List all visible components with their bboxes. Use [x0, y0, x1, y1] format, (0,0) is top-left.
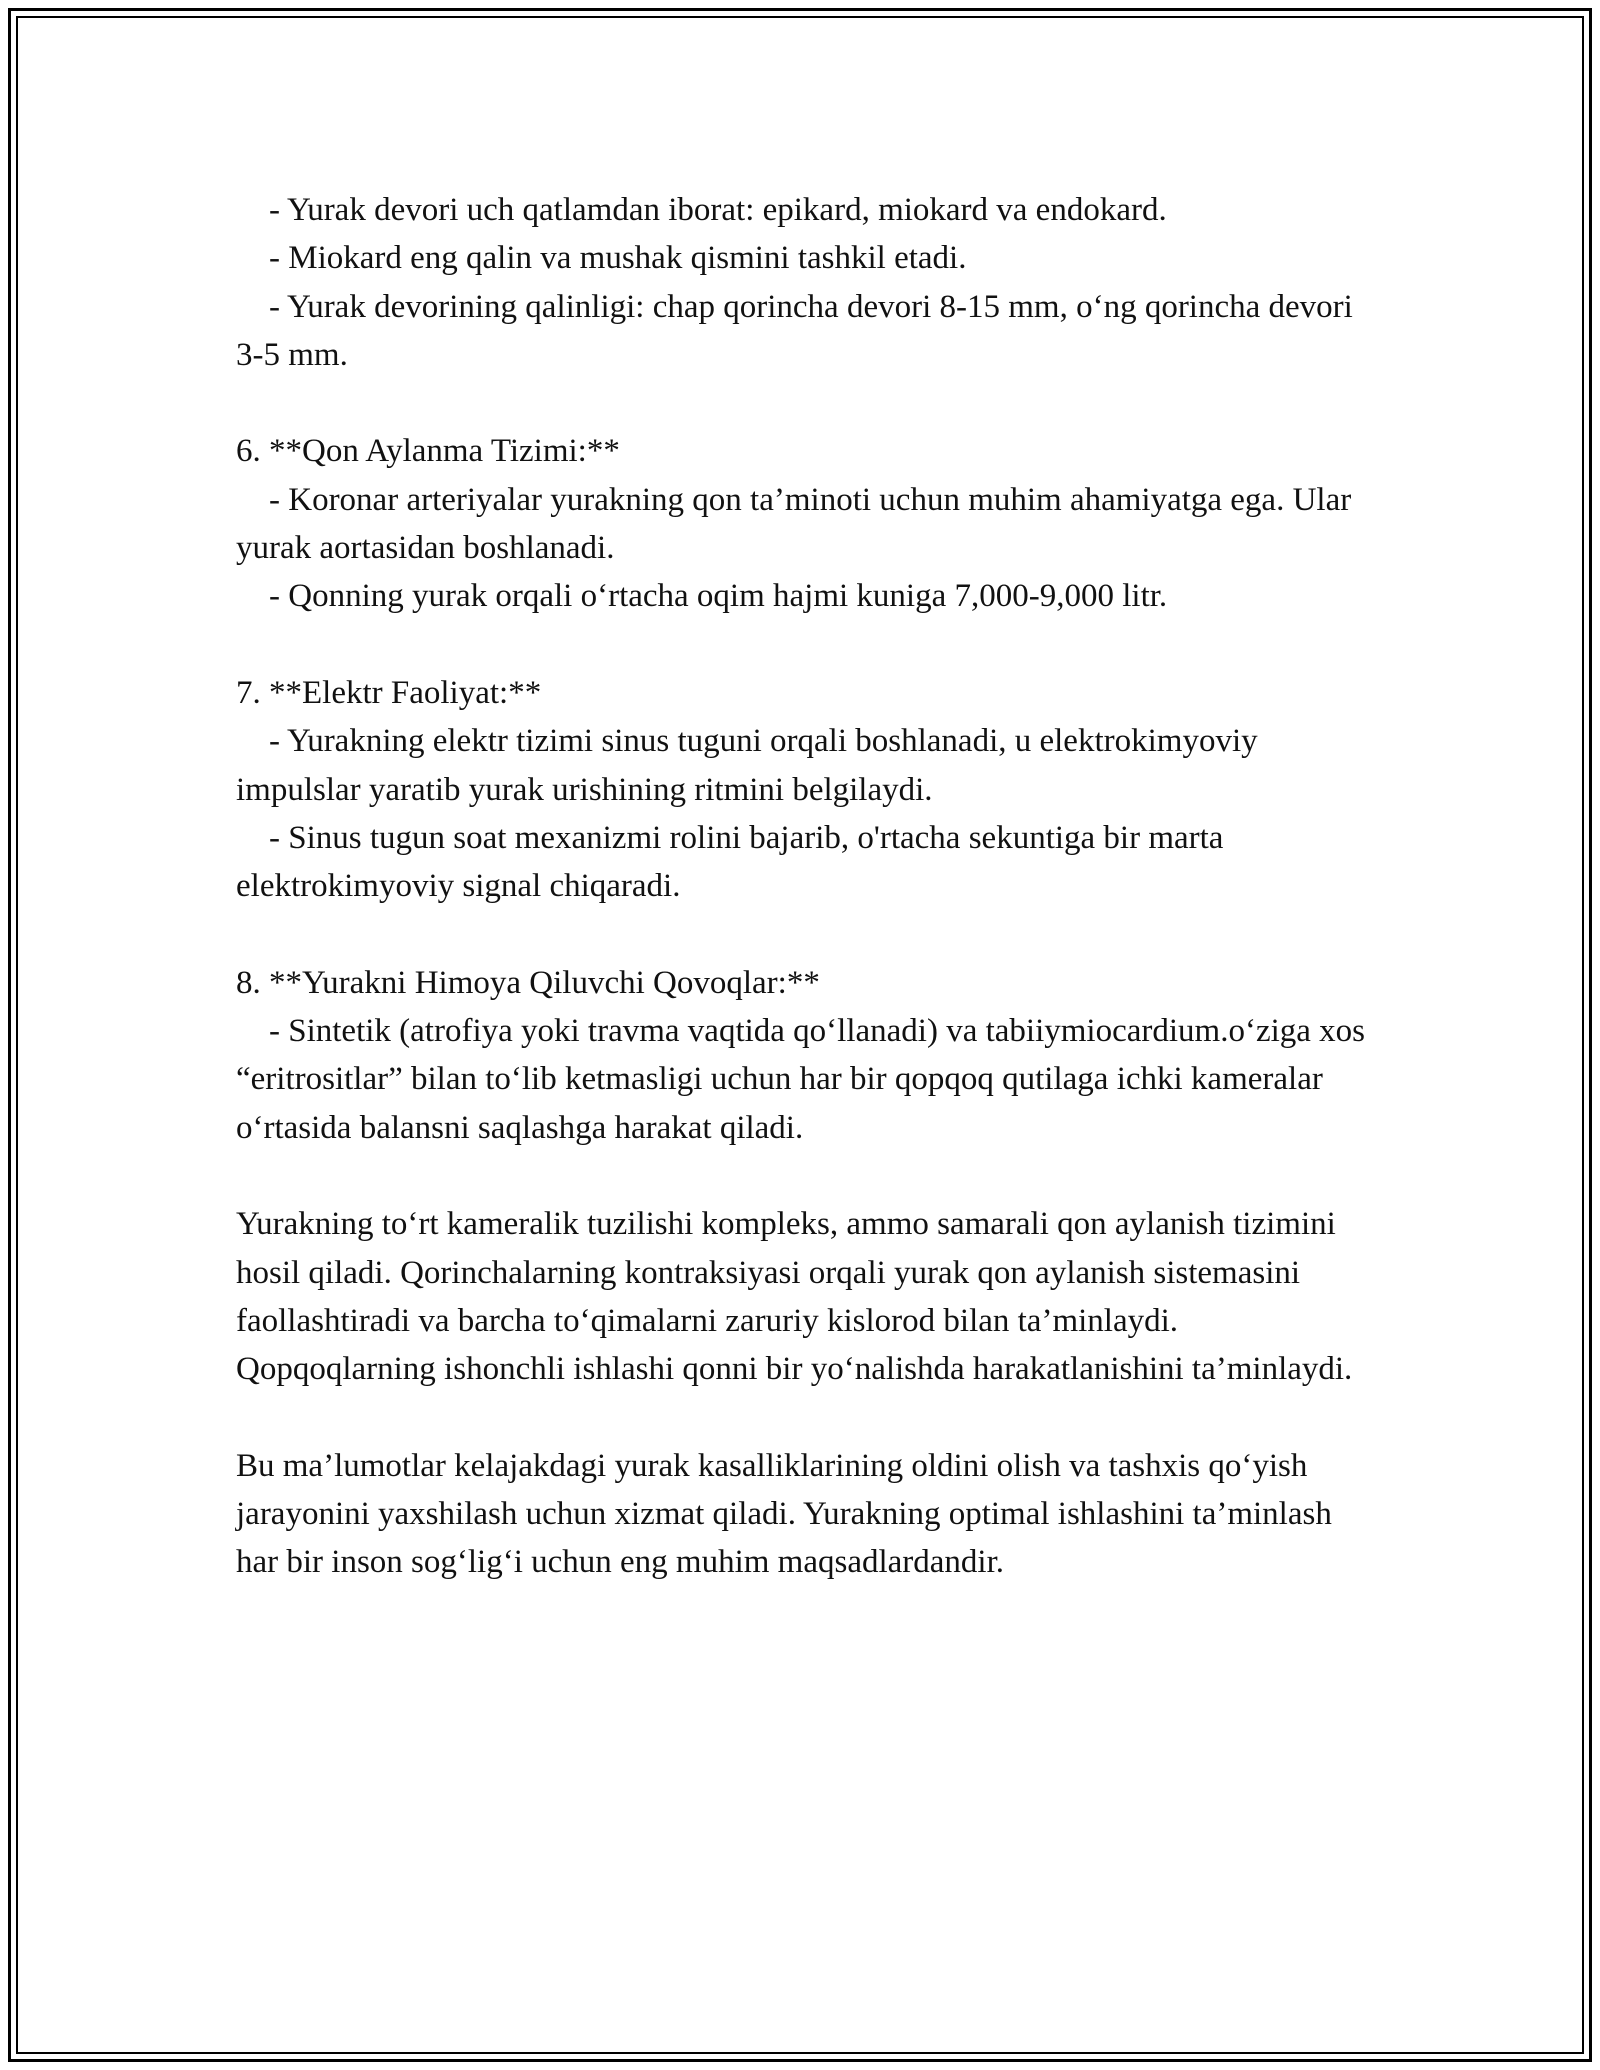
bullet-coronary-arteries: - Koronar arteriyalar yurakning qon ta’minoti uchun muhim ahamiyatga ega. Ular yurak aortasidan boshlanadi. — [236, 481, 1360, 567]
section-heading-circulation: 6. **Qon Aylanma Tizimi:** — [236, 433, 620, 470]
section-heading-valves: 8. **Yurakni Himoya Qiluvchi Qovoqlar:** — [236, 964, 820, 1001]
document-body — [236, 186, 1376, 1587]
paragraph-gap — [236, 621, 1376, 669]
bullet-wall-thickness: - Yurak devorining qalinligi: chap qorincha devori 8-15 mm, o‘ng qorincha devori 3-5 mm. — [236, 288, 1362, 373]
electrical-section — [236, 669, 1376, 910]
bullet-blood-flow-volume: - Qonning yurak orqali o‘rtacha oqim hajmi kuniga 7,000-9,000 litr. — [236, 578, 1168, 615]
bullet-myocardium: - Miokard eng qalin va mushak qismini tashkil etadi. — [236, 240, 967, 277]
bullet-sinus-node: - Yurakning elektr tizimi sinus tuguni orqali boshlanadi, u elektrokimyoviy impulslar yaratib yurak urishining ritmini belgilaydi. — [236, 723, 1266, 808]
valves-section — [236, 959, 1376, 1152]
paragraph-gap — [236, 910, 1376, 958]
bullet-valves-description: - Sintetik (atrofiya yoki travma vaqtida qo‘llanadi) va tabiiymiocardium.o‘ziga xos “eritrositlar” bilan to‘lib ketmasligi uchun har bir qopqoq qutilaga ichki kameralar o‘rtasida balansni saqlashga harakat qiladi. — [236, 1013, 1374, 1146]
summary-paragraph: Yurakning to‘rt kameralik tuzilishi kompleks, ammo samarali qon aylanish tizimini hosil qiladi. Qorinchalarning kontraksiyasi orqali yurak qon aylanish sistemasini faollashtiradi va barcha to‘qimalarni zaruriy kislorod bilan ta’minlaydi. Qopqoqlarning ishonchli ishlashi qonni bir yo‘nalishda harakatlanishini ta’minlaydi. — [236, 1206, 1353, 1388]
section-heading-electrical: 7. **Elektr Faoliyat:** — [236, 674, 542, 711]
bullet-wall-layers: - Yurak devori uch qatlamdan iborat: epikard, miokard va endokard. — [236, 192, 1167, 228]
paragraph-gap — [236, 1152, 1376, 1200]
bullet-sinus-signal: - Sinus tugun soat mexanizmi rolini bajarib, o'rtacha sekuntiga bir marta elektrokimyoviy signal chiqaradi. — [236, 819, 1232, 905]
wall-layers-section — [236, 186, 1376, 379]
paragraph-gap — [236, 379, 1376, 427]
circulation-section — [236, 427, 1376, 620]
conclusion-paragraph: Bu ma’lumotlar kelajakdagi yurak kasalliklarining oldini olish va tashxis qo‘yish jarayonini yaxshilash uchun xizmat qiladi. Yurakning optimal ishlashini ta’minlash har bir inson sog‘lig‘i uchun eng muhim maqsadlardandir. — [236, 1447, 1341, 1581]
paragraph-gap — [236, 1393, 1376, 1441]
